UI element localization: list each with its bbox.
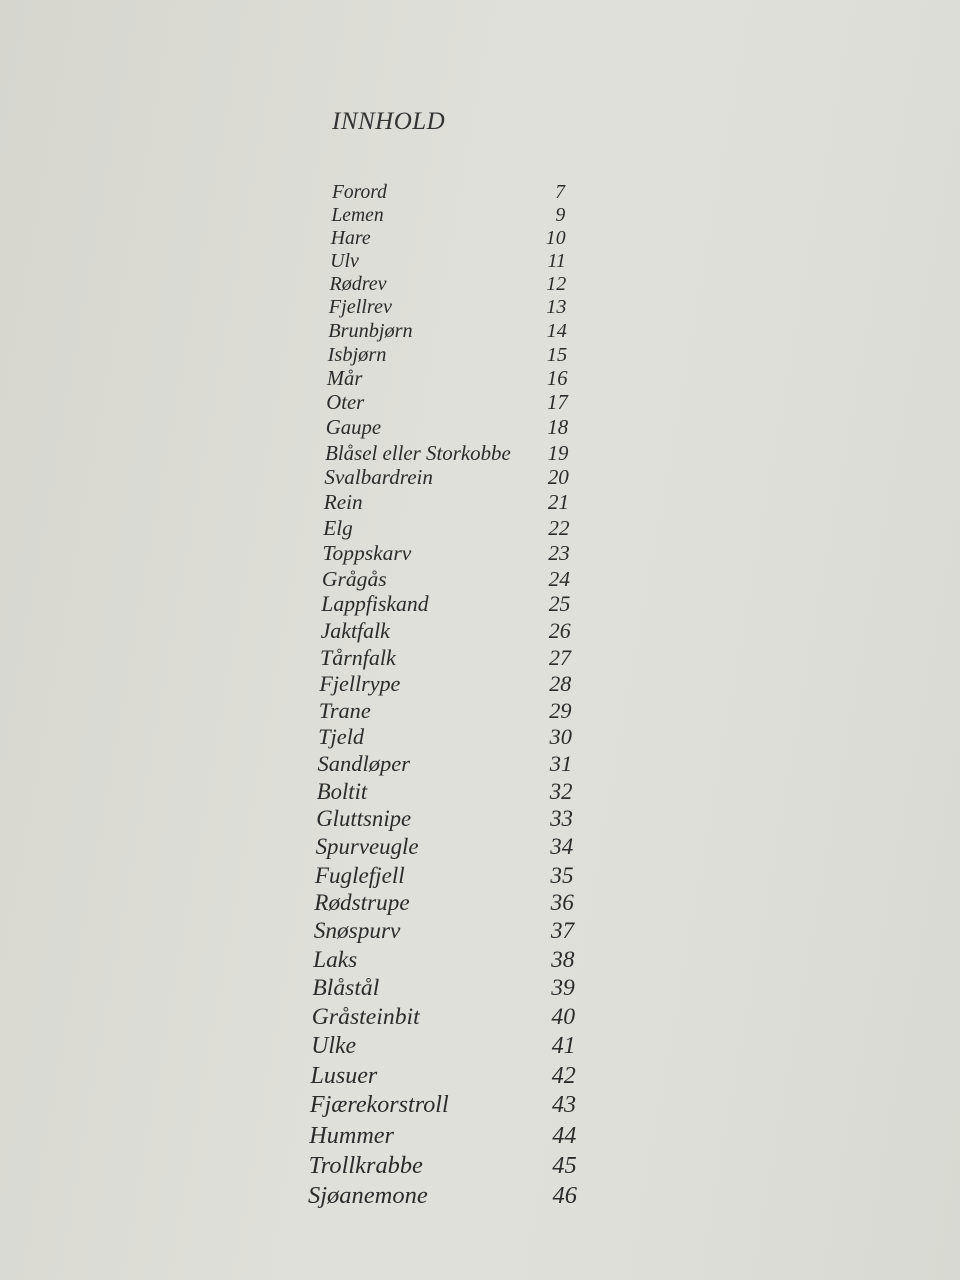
toc-entry-title: Gluttsnipe: [316, 806, 412, 832]
toc-entry-page-number: 27: [549, 644, 571, 670]
toc-entry-title: Mår: [326, 367, 363, 390]
toc-entry: [322, 567, 570, 593]
toc-entry-title: Spurveugle: [315, 833, 419, 859]
toc-entry-title: Svalbardrein: [324, 465, 433, 490]
toc-entry-page-number: 26: [548, 618, 571, 644]
toc-entry-page-number: 11: [547, 250, 566, 272]
toc-entry: [310, 1092, 576, 1121]
toc-entry-title: Oter: [326, 391, 365, 414]
toc-entry-page-number: 29: [549, 697, 572, 723]
toc-entry-page-number: 37: [550, 918, 575, 944]
toc-entry-page-number: 36: [550, 889, 574, 916]
toc-entry-page-number: 34: [550, 833, 574, 859]
toc-entry-title: Gaupe: [325, 416, 382, 440]
toc-entry-title: Forord: [332, 182, 387, 203]
toc-entry: [318, 724, 572, 751]
toc-entry-title: Trollkrabbe: [308, 1151, 423, 1179]
toc-entry: [329, 296, 567, 320]
toc-entry-title: Toppskarv: [322, 540, 412, 565]
toc-entry-title: Gråsteinbit: [311, 1004, 420, 1031]
toc-entry-title: Blåstål: [312, 975, 380, 1002]
toc-entry-title: Lusuer: [310, 1062, 378, 1089]
toc-entry-page-number: 44: [552, 1121, 577, 1149]
toc-entry-title: Snøspurv: [313, 918, 401, 944]
toc-entry-title: Hare: [330, 227, 371, 250]
toc-entry-page-number: 25: [548, 592, 571, 617]
toc-entry-page-number: 21: [547, 490, 570, 515]
toc-entry: [321, 618, 571, 644]
toc-entry-title: Boltit: [316, 778, 368, 804]
toc-entry: [309, 1122, 576, 1151]
toc-entry-page-number: 43: [551, 1092, 577, 1119]
toc-entry-title: Sandløper: [317, 751, 410, 777]
toc-entry: [325, 441, 568, 466]
toc-entry-title: Fuglefjell: [314, 861, 405, 888]
toc-entry-title: Lappfiskand: [321, 592, 429, 617]
toc-entry: [313, 947, 574, 975]
toc-entry-title: Laks: [313, 946, 358, 973]
toc-entry-page-number: 20: [547, 465, 569, 490]
toc-entry-title: Rein: [323, 490, 363, 515]
toc-entry-title: Fjærekorstroll: [309, 1092, 449, 1119]
toc-entry-page-number: 7: [555, 182, 565, 203]
toc-entry-page-number: 30: [549, 724, 572, 750]
toc-entry: [331, 227, 566, 251]
toc-entry: [328, 344, 568, 369]
toc-entry-title: Trane: [318, 697, 371, 723]
toc-entry-title: Fjellrype: [319, 670, 401, 696]
toc-entry: [312, 1004, 575, 1033]
toc-entry: [314, 890, 574, 918]
toc-entry-page-number: 46: [552, 1182, 577, 1209]
toc-entry-title: Ulv: [330, 250, 359, 272]
toc-entry: [327, 368, 568, 393]
toc-entry: [321, 592, 570, 618]
toc-entry-page-number: 13: [546, 296, 567, 319]
toc-entry-title: Rødrev: [329, 273, 387, 296]
toc-entry-page-number: 41: [551, 1033, 576, 1060]
toc-entry: [324, 490, 569, 516]
toc-entry: [330, 250, 566, 274]
toc-entry-title: Hummer: [309, 1121, 394, 1149]
toc-entry: [315, 862, 574, 890]
toc-entry-title: Isbjørn: [327, 343, 387, 366]
toc-entry: [330, 273, 567, 297]
toc-entry: [319, 671, 571, 698]
toc-entry: [319, 698, 572, 725]
toc-entry-page-number: 14: [546, 320, 567, 342]
toc-entry: [323, 516, 569, 542]
toc-entry-title: Blåsel eller Storkobbe: [325, 440, 511, 465]
toc-entry-page-number: 38: [551, 946, 575, 973]
toc-entry: [314, 918, 575, 946]
toc-entry-page-number: 16: [546, 367, 568, 390]
toc-entry: [323, 541, 570, 567]
toc-entry: [331, 205, 565, 229]
toc-entry: [317, 779, 573, 806]
toc-entry-title: Elg: [323, 515, 353, 540]
toc-entry: [332, 182, 565, 205]
toc-entry-page-number: 18: [547, 416, 569, 440]
toc-entry: [318, 751, 573, 778]
toc-entry-page-number: 10: [545, 227, 566, 250]
toc-entry-page-number: 39: [551, 975, 575, 1002]
toc-entry: [308, 1182, 577, 1211]
toc-entry: [328, 320, 567, 344]
toc-entry: [309, 1152, 577, 1181]
toc-entry-page-number: 17: [547, 391, 568, 414]
toc-entry-title: Ulke: [311, 1033, 357, 1060]
toc-entry-page-number: 9: [555, 204, 566, 226]
toc-entry-title: Tårnfalk: [320, 644, 396, 670]
toc-entry-page-number: 24: [548, 566, 571, 591]
toc-entry-title: Fjellrev: [328, 296, 392, 319]
toc-entry-page-number: 42: [551, 1062, 576, 1089]
toc-entry: [316, 834, 574, 862]
toc-entry-page-number: 19: [547, 440, 569, 465]
toc-entry: [311, 1033, 575, 1062]
toc-entry-page-number: 12: [546, 273, 567, 296]
toc-entry-page-number: 15: [546, 343, 568, 366]
toc-entry-title: Lemen: [331, 204, 384, 226]
toc-entry: [316, 806, 573, 833]
toc-entry-page-number: 45: [552, 1151, 577, 1179]
toc-entry-page-number: 28: [549, 670, 572, 696]
toc-entry-title: Sjøanemone: [308, 1182, 428, 1209]
toc-entry: [324, 465, 568, 490]
toc-entry: [326, 416, 569, 441]
toc-entry-title: Jaktfalk: [320, 618, 390, 644]
toc-entry-page-number: 40: [551, 1004, 576, 1031]
toc-heading: INNHOLD: [332, 108, 446, 135]
toc-entry-title: Tjeld: [318, 724, 365, 750]
toc-entry: [320, 645, 571, 671]
toc-entry: [326, 392, 568, 417]
toc-entry-page-number: 32: [549, 778, 573, 804]
toc-entry: [311, 1063, 576, 1092]
toc-entry-title: Grågås: [321, 566, 387, 591]
toc-entry-page-number: 23: [548, 540, 570, 565]
toc-entry-page-number: 35: [550, 861, 574, 888]
toc-entry-page-number: 31: [549, 751, 573, 777]
toc-entry-page-number: 22: [548, 515, 570, 540]
toc-entry-page-number: 33: [550, 806, 573, 832]
toc-entry: [312, 975, 574, 1003]
toc-entry-title: Rødstrupe: [314, 889, 410, 916]
toc-entry-title: Brunbjørn: [328, 320, 413, 342]
